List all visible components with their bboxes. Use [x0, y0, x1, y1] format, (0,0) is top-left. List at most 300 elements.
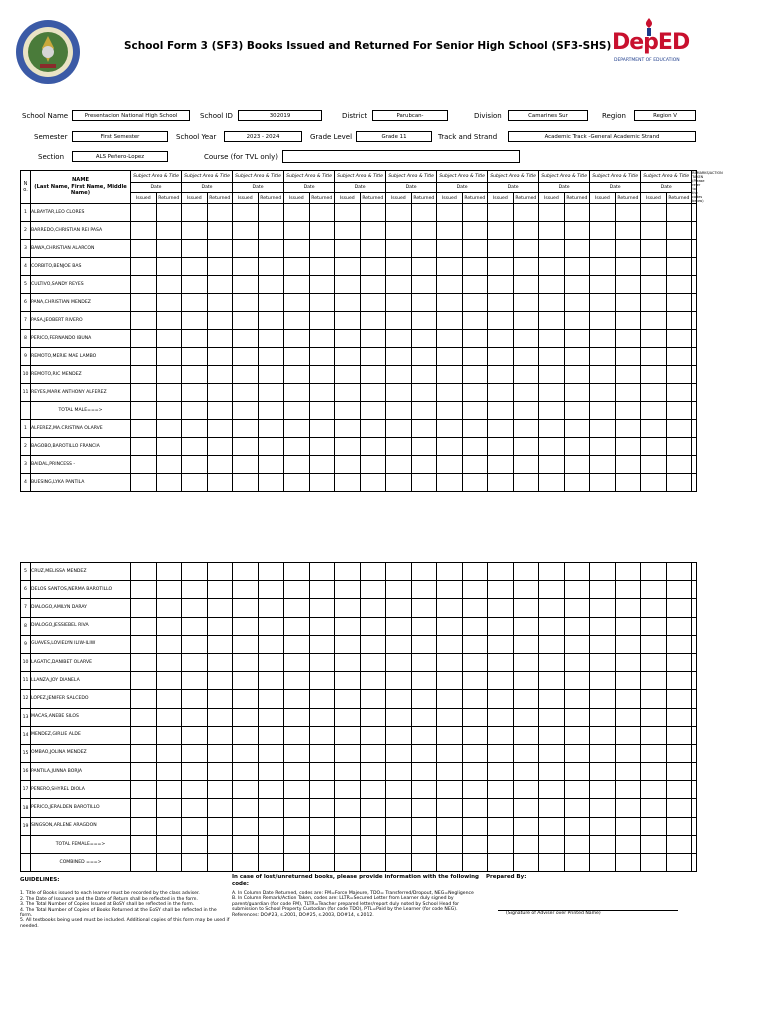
entry-cell[interactable] — [437, 348, 463, 366]
remarks-cell[interactable] — [692, 581, 697, 599]
entry-cell[interactable] — [513, 599, 539, 617]
entry-cell[interactable] — [335, 563, 361, 581]
entry-cell[interactable] — [309, 258, 335, 276]
entry-cell[interactable] — [207, 817, 233, 835]
entry-cell[interactable] — [411, 690, 437, 708]
entry-cell[interactable] — [590, 312, 616, 330]
entry-cell[interactable] — [641, 726, 667, 744]
entry-cell[interactable] — [641, 240, 667, 258]
entry-cell[interactable] — [488, 258, 514, 276]
course-field[interactable] — [282, 150, 520, 163]
entry-cell[interactable] — [360, 258, 386, 276]
entry-cell[interactable] — [590, 581, 616, 599]
entry-cell[interactable] — [641, 744, 667, 762]
entry-cell[interactable] — [309, 276, 335, 294]
entry-cell[interactable] — [207, 672, 233, 690]
entry-cell[interactable] — [182, 617, 208, 635]
entry-cell[interactable] — [182, 348, 208, 366]
entry-cell[interactable] — [386, 853, 412, 871]
entry-cell[interactable] — [156, 690, 182, 708]
entry-cell[interactable] — [411, 599, 437, 617]
entry-cell[interactable] — [182, 781, 208, 799]
entry-cell[interactable] — [564, 474, 590, 492]
remarks-cell[interactable] — [692, 204, 697, 222]
entry-cell[interactable] — [615, 438, 641, 456]
entry-cell[interactable] — [182, 312, 208, 330]
entry-cell[interactable] — [131, 744, 157, 762]
entry-cell[interactable] — [564, 348, 590, 366]
entry-cell[interactable] — [335, 653, 361, 671]
entry-cell[interactable] — [462, 563, 488, 581]
entry-cell[interactable] — [335, 763, 361, 781]
entry-cell[interactable] — [156, 781, 182, 799]
entry-cell[interactable] — [258, 312, 284, 330]
entry-cell[interactable] — [131, 817, 157, 835]
entry-cell[interactable] — [182, 672, 208, 690]
entry-cell[interactable] — [360, 330, 386, 348]
entry-cell[interactable] — [233, 763, 259, 781]
entry-cell[interactable] — [462, 312, 488, 330]
entry-cell[interactable] — [641, 581, 667, 599]
entry-cell[interactable] — [131, 384, 157, 402]
entry-cell[interactable] — [360, 581, 386, 599]
entry-cell[interactable] — [335, 672, 361, 690]
entry-cell[interactable] — [360, 726, 386, 744]
entry-cell[interactable] — [539, 222, 565, 240]
entry-cell[interactable] — [284, 330, 310, 348]
remarks-cell[interactable] — [692, 690, 697, 708]
entry-cell[interactable] — [539, 474, 565, 492]
entry-cell[interactable] — [360, 420, 386, 438]
entry-cell[interactable] — [233, 690, 259, 708]
entry-cell[interactable] — [131, 599, 157, 617]
entry-cell[interactable] — [335, 384, 361, 402]
entry-cell[interactable] — [360, 456, 386, 474]
entry-cell[interactable] — [131, 799, 157, 817]
entry-cell[interactable] — [360, 312, 386, 330]
entry-cell[interactable] — [615, 348, 641, 366]
entry-cell[interactable] — [131, 294, 157, 312]
entry-cell[interactable] — [641, 799, 667, 817]
entry-cell[interactable] — [411, 258, 437, 276]
entry-cell[interactable] — [386, 438, 412, 456]
entry-cell[interactable] — [284, 384, 310, 402]
entry-cell[interactable] — [666, 581, 692, 599]
entry-cell[interactable] — [207, 853, 233, 871]
remarks-cell[interactable] — [692, 635, 697, 653]
entry-cell[interactable] — [590, 817, 616, 835]
entry-cell[interactable] — [258, 456, 284, 474]
remarks-cell[interactable] — [692, 258, 697, 276]
entry-cell[interactable] — [411, 708, 437, 726]
entry-cell[interactable] — [258, 402, 284, 420]
entry-cell[interactable] — [207, 240, 233, 258]
entry-cell[interactable] — [386, 581, 412, 599]
entry-cell[interactable] — [411, 672, 437, 690]
entry-cell[interactable] — [437, 366, 463, 384]
entry-cell[interactable] — [284, 635, 310, 653]
entry-cell[interactable] — [284, 690, 310, 708]
entry-cell[interactable] — [284, 835, 310, 853]
entry-cell[interactable] — [284, 456, 310, 474]
entry-cell[interactable] — [615, 312, 641, 330]
entry-cell[interactable] — [564, 672, 590, 690]
entry-cell[interactable] — [666, 708, 692, 726]
entry-cell[interactable] — [309, 330, 335, 348]
entry-cell[interactable] — [411, 653, 437, 671]
entry-cell[interactable] — [411, 726, 437, 744]
remarks-cell[interactable] — [692, 744, 697, 762]
entry-cell[interactable] — [182, 438, 208, 456]
entry-cell[interactable] — [539, 456, 565, 474]
remarks-cell[interactable] — [692, 312, 697, 330]
entry-cell[interactable] — [513, 366, 539, 384]
remarks-cell[interactable] — [692, 294, 697, 312]
entry-cell[interactable] — [182, 763, 208, 781]
entry-cell[interactable] — [615, 330, 641, 348]
entry-cell[interactable] — [666, 276, 692, 294]
entry-cell[interactable] — [539, 240, 565, 258]
remarks-cell[interactable] — [692, 763, 697, 781]
entry-cell[interactable] — [488, 402, 514, 420]
school-name-field[interactable]: Presentacion National High School — [72, 110, 190, 121]
entry-cell[interactable] — [207, 835, 233, 853]
entry-cell[interactable] — [386, 222, 412, 240]
entry-cell[interactable] — [258, 438, 284, 456]
entry-cell[interactable] — [615, 294, 641, 312]
entry-cell[interactable] — [513, 240, 539, 258]
entry-cell[interactable] — [666, 835, 692, 853]
entry-cell[interactable] — [462, 817, 488, 835]
entry-cell[interactable] — [207, 258, 233, 276]
entry-cell[interactable] — [233, 599, 259, 617]
entry-cell[interactable] — [207, 456, 233, 474]
entry-cell[interactable] — [437, 635, 463, 653]
entry-cell[interactable] — [309, 240, 335, 258]
entry-cell[interactable] — [437, 474, 463, 492]
remarks-cell[interactable] — [692, 384, 697, 402]
entry-cell[interactable] — [539, 672, 565, 690]
entry-cell[interactable] — [411, 853, 437, 871]
entry-cell[interactable] — [233, 672, 259, 690]
entry-cell[interactable] — [539, 763, 565, 781]
entry-cell[interactable] — [590, 240, 616, 258]
entry-cell[interactable] — [564, 835, 590, 853]
entry-cell[interactable] — [233, 817, 259, 835]
entry-cell[interactable] — [411, 635, 437, 653]
entry-cell[interactable] — [437, 258, 463, 276]
entry-cell[interactable] — [590, 835, 616, 853]
entry-cell[interactable] — [360, 563, 386, 581]
entry-cell[interactable] — [462, 222, 488, 240]
entry-cell[interactable] — [258, 835, 284, 853]
entry-cell[interactable] — [386, 617, 412, 635]
entry-cell[interactable] — [335, 726, 361, 744]
entry-cell[interactable] — [233, 781, 259, 799]
entry-cell[interactable] — [284, 853, 310, 871]
entry-cell[interactable] — [411, 474, 437, 492]
entry-cell[interactable] — [233, 240, 259, 258]
entry-cell[interactable] — [233, 853, 259, 871]
entry-cell[interactable] — [462, 799, 488, 817]
entry-cell[interactable] — [360, 402, 386, 420]
entry-cell[interactable] — [437, 276, 463, 294]
entry-cell[interactable] — [437, 853, 463, 871]
entry-cell[interactable] — [335, 276, 361, 294]
entry-cell[interactable] — [437, 672, 463, 690]
entry-cell[interactable] — [258, 222, 284, 240]
entry-cell[interactable] — [641, 817, 667, 835]
entry-cell[interactable] — [182, 708, 208, 726]
entry-cell[interactable] — [590, 366, 616, 384]
entry-cell[interactable] — [233, 330, 259, 348]
entry-cell[interactable] — [386, 708, 412, 726]
entry-cell[interactable] — [386, 799, 412, 817]
entry-cell[interactable] — [666, 240, 692, 258]
entry-cell[interactable] — [488, 853, 514, 871]
entry-cell[interactable] — [233, 635, 259, 653]
entry-cell[interactable] — [437, 799, 463, 817]
entry-cell[interactable] — [488, 276, 514, 294]
semester-field[interactable]: First Semester — [72, 131, 168, 142]
entry-cell[interactable] — [386, 402, 412, 420]
entry-cell[interactable] — [488, 420, 514, 438]
entry-cell[interactable] — [207, 690, 233, 708]
entry-cell[interactable] — [513, 708, 539, 726]
entry-cell[interactable] — [156, 799, 182, 817]
entry-cell[interactable] — [284, 599, 310, 617]
entry-cell[interactable] — [513, 402, 539, 420]
entry-cell[interactable] — [590, 330, 616, 348]
entry-cell[interactable] — [641, 672, 667, 690]
entry-cell[interactable] — [207, 708, 233, 726]
entry-cell[interactable] — [258, 420, 284, 438]
entry-cell[interactable] — [539, 438, 565, 456]
entry-cell[interactable] — [386, 653, 412, 671]
entry-cell[interactable] — [156, 204, 182, 222]
entry-cell[interactable] — [641, 617, 667, 635]
entry-cell[interactable] — [233, 835, 259, 853]
entry-cell[interactable] — [284, 276, 310, 294]
entry-cell[interactable] — [360, 348, 386, 366]
entry-cell[interactable] — [590, 348, 616, 366]
entry-cell[interactable] — [156, 599, 182, 617]
entry-cell[interactable] — [564, 456, 590, 474]
entry-cell[interactable] — [309, 581, 335, 599]
entry-cell[interactable] — [284, 744, 310, 762]
entry-cell[interactable] — [284, 763, 310, 781]
entry-cell[interactable] — [590, 690, 616, 708]
school-year-field[interactable]: 2023 - 2024 — [224, 131, 302, 142]
entry-cell[interactable] — [513, 204, 539, 222]
remarks-cell[interactable] — [692, 617, 697, 635]
entry-cell[interactable] — [233, 294, 259, 312]
entry-cell[interactable] — [513, 817, 539, 835]
entry-cell[interactable] — [131, 258, 157, 276]
entry-cell[interactable] — [360, 294, 386, 312]
entry-cell[interactable] — [131, 672, 157, 690]
entry-cell[interactable] — [156, 635, 182, 653]
entry-cell[interactable] — [360, 276, 386, 294]
entry-cell[interactable] — [488, 835, 514, 853]
entry-cell[interactable] — [641, 222, 667, 240]
entry-cell[interactable] — [590, 222, 616, 240]
entry-cell[interactable] — [590, 672, 616, 690]
entry-cell[interactable] — [156, 581, 182, 599]
entry-cell[interactable] — [590, 781, 616, 799]
entry-cell[interactable] — [488, 799, 514, 817]
entry-cell[interactable] — [590, 438, 616, 456]
entry-cell[interactable] — [309, 817, 335, 835]
entry-cell[interactable] — [258, 690, 284, 708]
entry-cell[interactable] — [360, 384, 386, 402]
entry-cell[interactable] — [564, 294, 590, 312]
entry-cell[interactable] — [258, 294, 284, 312]
entry-cell[interactable] — [615, 853, 641, 871]
district-field[interactable]: Parubcan- — [372, 110, 448, 121]
entry-cell[interactable] — [411, 835, 437, 853]
entry-cell[interactable] — [335, 330, 361, 348]
entry-cell[interactable] — [615, 581, 641, 599]
entry-cell[interactable] — [488, 763, 514, 781]
entry-cell[interactable] — [590, 563, 616, 581]
entry-cell[interactable] — [564, 312, 590, 330]
entry-cell[interactable] — [156, 817, 182, 835]
entry-cell[interactable] — [386, 672, 412, 690]
entry-cell[interactable] — [437, 456, 463, 474]
entry-cell[interactable] — [386, 294, 412, 312]
entry-cell[interactable] — [513, 744, 539, 762]
remarks-cell[interactable] — [692, 817, 697, 835]
entry-cell[interactable] — [335, 204, 361, 222]
entry-cell[interactable] — [411, 781, 437, 799]
entry-cell[interactable] — [615, 240, 641, 258]
entry-cell[interactable] — [360, 835, 386, 853]
remarks-cell[interactable] — [692, 366, 697, 384]
entry-cell[interactable] — [284, 799, 310, 817]
entry-cell[interactable] — [233, 617, 259, 635]
entry-cell[interactable] — [539, 617, 565, 635]
entry-cell[interactable] — [156, 438, 182, 456]
entry-cell[interactable] — [284, 726, 310, 744]
entry-cell[interactable] — [564, 763, 590, 781]
entry-cell[interactable] — [641, 276, 667, 294]
entry-cell[interactable] — [615, 672, 641, 690]
entry-cell[interactable] — [488, 456, 514, 474]
entry-cell[interactable] — [156, 294, 182, 312]
entry-cell[interactable] — [437, 240, 463, 258]
remarks-cell[interactable] — [692, 835, 697, 853]
entry-cell[interactable] — [411, 276, 437, 294]
entry-cell[interactable] — [437, 817, 463, 835]
entry-cell[interactable] — [233, 222, 259, 240]
entry-cell[interactable] — [411, 204, 437, 222]
entry-cell[interactable] — [131, 781, 157, 799]
entry-cell[interactable] — [488, 240, 514, 258]
entry-cell[interactable] — [411, 222, 437, 240]
entry-cell[interactable] — [539, 726, 565, 744]
entry-cell[interactable] — [131, 726, 157, 744]
entry-cell[interactable] — [386, 563, 412, 581]
entry-cell[interactable] — [411, 617, 437, 635]
entry-cell[interactable] — [258, 672, 284, 690]
entry-cell[interactable] — [258, 763, 284, 781]
entry-cell[interactable] — [488, 204, 514, 222]
entry-cell[interactable] — [309, 366, 335, 384]
entry-cell[interactable] — [182, 222, 208, 240]
entry-cell[interactable] — [156, 708, 182, 726]
entry-cell[interactable] — [284, 708, 310, 726]
entry-cell[interactable] — [131, 763, 157, 781]
entry-cell[interactable] — [207, 744, 233, 762]
entry-cell[interactable] — [335, 456, 361, 474]
entry-cell[interactable] — [156, 617, 182, 635]
entry-cell[interactable] — [488, 708, 514, 726]
entry-cell[interactable] — [641, 384, 667, 402]
entry-cell[interactable] — [360, 222, 386, 240]
entry-cell[interactable] — [207, 617, 233, 635]
entry-cell[interactable] — [411, 420, 437, 438]
entry-cell[interactable] — [284, 563, 310, 581]
remarks-cell[interactable] — [692, 853, 697, 871]
entry-cell[interactable] — [131, 312, 157, 330]
entry-cell[interactable] — [539, 781, 565, 799]
entry-cell[interactable] — [360, 438, 386, 456]
entry-cell[interactable] — [386, 781, 412, 799]
entry-cell[interactable] — [488, 672, 514, 690]
entry-cell[interactable] — [437, 294, 463, 312]
entry-cell[interactable] — [335, 312, 361, 330]
entry-cell[interactable] — [156, 853, 182, 871]
entry-cell[interactable] — [513, 853, 539, 871]
entry-cell[interactable] — [207, 330, 233, 348]
entry-cell[interactable] — [156, 763, 182, 781]
entry-cell[interactable] — [488, 366, 514, 384]
entry-cell[interactable] — [564, 204, 590, 222]
entry-cell[interactable] — [539, 384, 565, 402]
entry-cell[interactable] — [258, 653, 284, 671]
entry-cell[interactable] — [386, 420, 412, 438]
entry-cell[interactable] — [641, 835, 667, 853]
entry-cell[interactable] — [386, 456, 412, 474]
entry-cell[interactable] — [615, 708, 641, 726]
entry-cell[interactable] — [641, 438, 667, 456]
entry-cell[interactable] — [590, 635, 616, 653]
entry-cell[interactable] — [615, 384, 641, 402]
entry-cell[interactable] — [182, 294, 208, 312]
entry-cell[interactable] — [590, 599, 616, 617]
entry-cell[interactable] — [462, 708, 488, 726]
entry-cell[interactable] — [437, 420, 463, 438]
entry-cell[interactable] — [641, 781, 667, 799]
entry-cell[interactable] — [309, 563, 335, 581]
entry-cell[interactable] — [666, 402, 692, 420]
entry-cell[interactable] — [666, 763, 692, 781]
entry-cell[interactable] — [335, 474, 361, 492]
entry-cell[interactable] — [156, 402, 182, 420]
entry-cell[interactable] — [539, 799, 565, 817]
entry-cell[interactable] — [437, 617, 463, 635]
entry-cell[interactable] — [666, 563, 692, 581]
entry-cell[interactable] — [411, 294, 437, 312]
entry-cell[interactable] — [564, 222, 590, 240]
entry-cell[interactable] — [309, 312, 335, 330]
entry-cell[interactable] — [539, 420, 565, 438]
entry-cell[interactable] — [258, 240, 284, 258]
entry-cell[interactable] — [182, 204, 208, 222]
entry-cell[interactable] — [437, 599, 463, 617]
entry-cell[interactable] — [488, 474, 514, 492]
